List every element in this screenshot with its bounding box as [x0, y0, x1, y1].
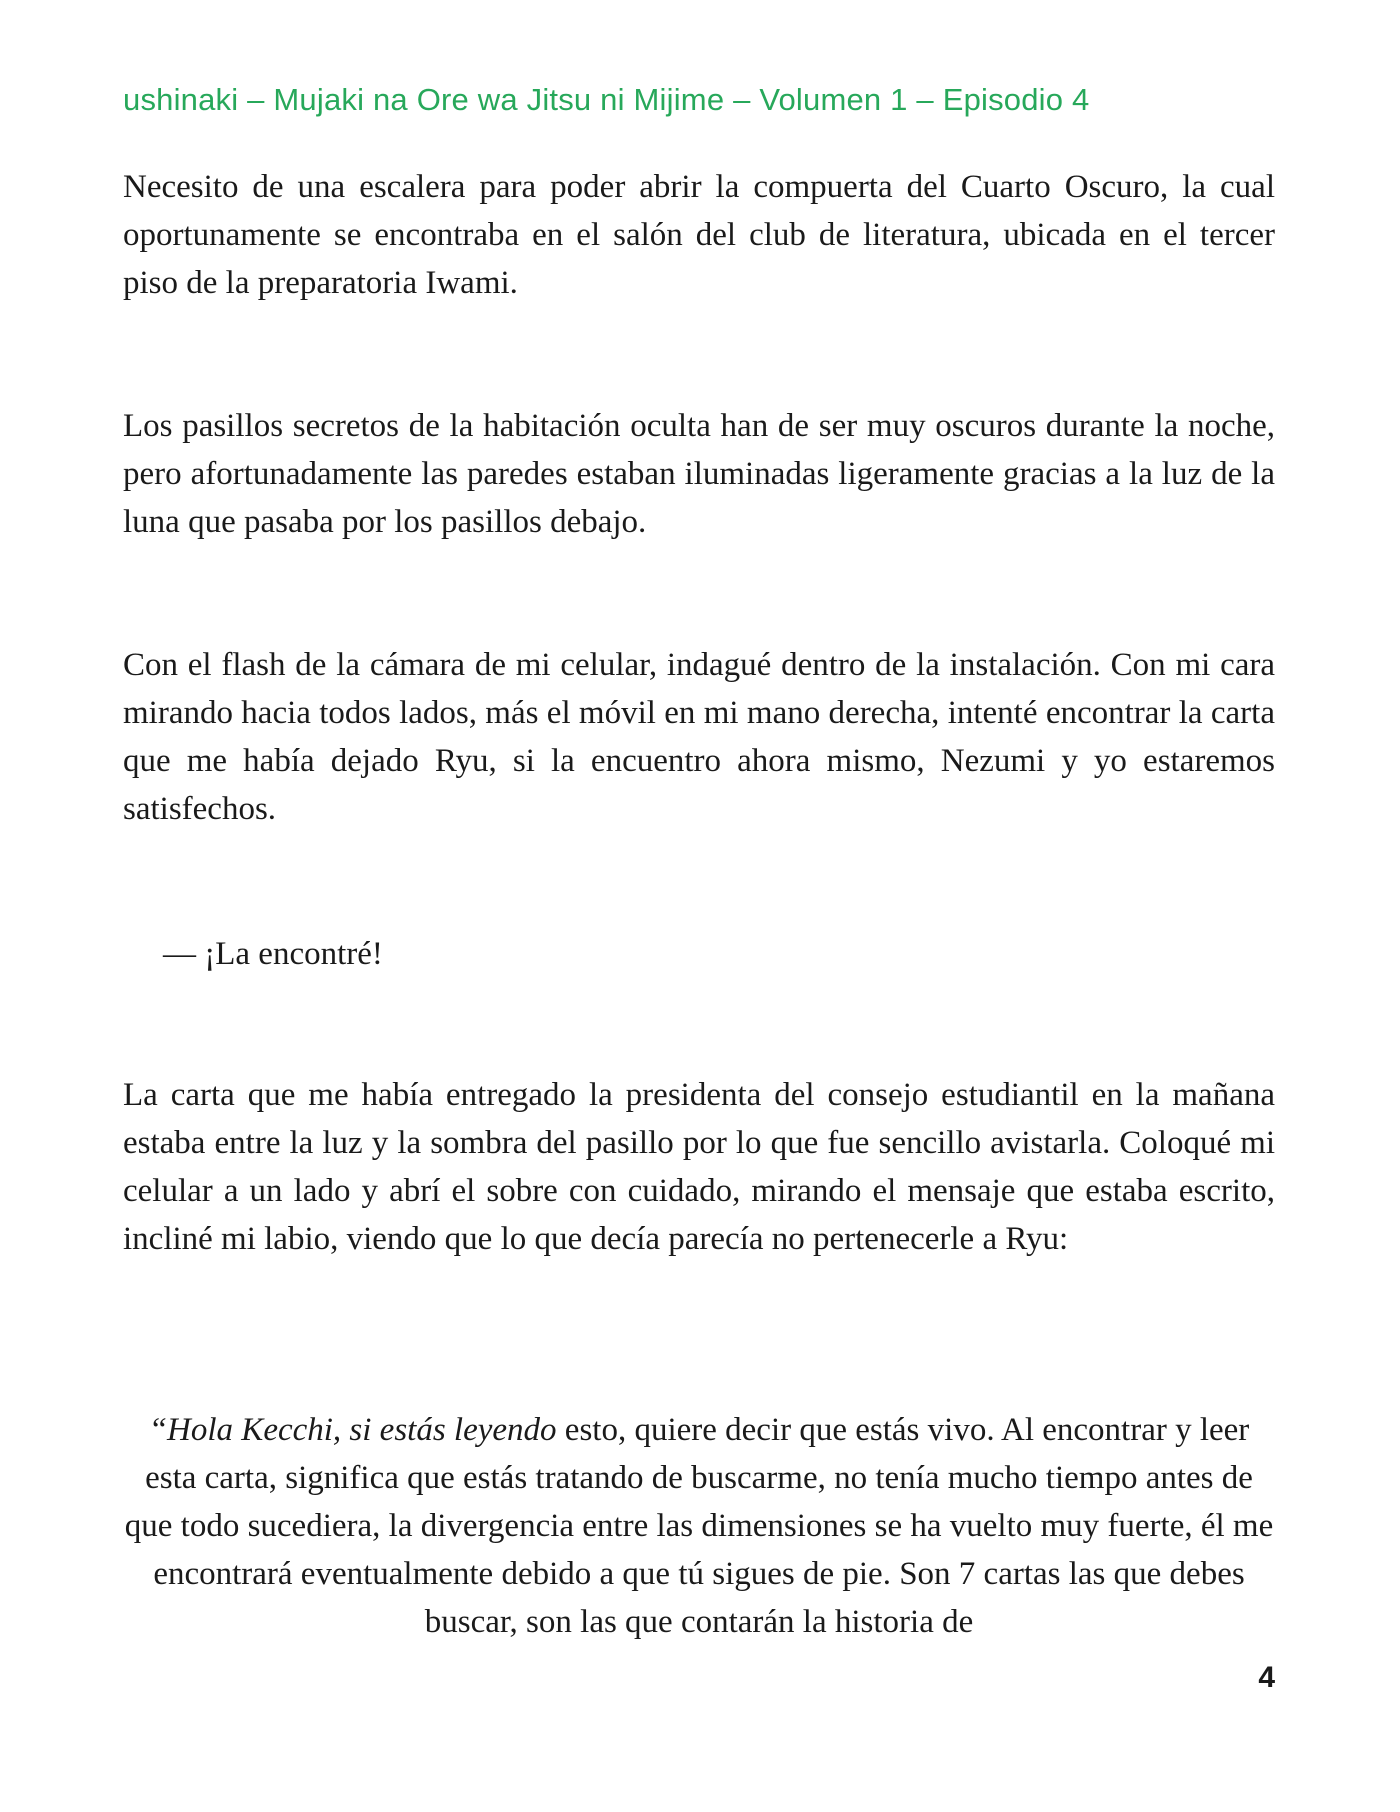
page-number: 4	[1258, 1661, 1275, 1694]
letter-quote	[123, 1406, 1275, 1646]
running-header: ushinaki – Mujaki na Ore wa Jitsu ni Mijime – Volumen 1 – Episodio 4	[123, 82, 1090, 117]
letter-quote-text: esto, quiere decir que estás vivo. Al encontrar y leer esta carta, significa que estás tratando de buscarme, no tenía mucho tiempo antes de que todo sucediera, la divergencia entre las dimensiones se ha vuelto muy fuerte, él me encontrará eventualmente debido a que tú sigues de pie. Son 7 cartas las que debes buscar, son las que contarán la historia de	[124, 1412, 1274, 1640]
dialogue-line: — ¡La encontré!	[163, 936, 383, 972]
paragraph-1: Necesito de una escalera para poder abrir la compuerta del Cuarto Oscuro, la cual oportunamente se encontraba en el salón del club de literatura, ubicada en el tercer piso de la preparatoria Iwami.	[123, 169, 1275, 301]
letter-quote-italic: “Hola Kecchi, si estás leyendo	[148, 1412, 557, 1448]
paragraph-4: La carta que me había entregado la presidenta del consejo estudiantil en la mañana estaba entre la luz y la sombra del pasillo por lo que fue sencillo avistarla. Coloqué mi celular a un lado y abrí el sobre con cuidado, mirando el mensaje que estaba escrito, incliné mi labio, viendo que lo que decía parecía no pertenecerle a Ryu:	[123, 1077, 1275, 1257]
paragraph-3: Con el flash de la cámara de mi celular, indagué dentro de la instalación. Con mi cara mirando hacia todos lados, más el móvil en mi mano derecha, intenté encontrar la carta que me había dejado Ryu, si la encuentro ahora mismo, Nezumi y yo estaremos satisfechos.	[123, 647, 1275, 827]
paragraph-2: Los pasillos secretos de la habitación oculta han de ser muy oscuros durante la noche, pero afortunadamente las paredes estaban iluminadas ligeramente gracias a la luz de la luna que pasaba por los pasillos debajo.	[123, 408, 1275, 540]
